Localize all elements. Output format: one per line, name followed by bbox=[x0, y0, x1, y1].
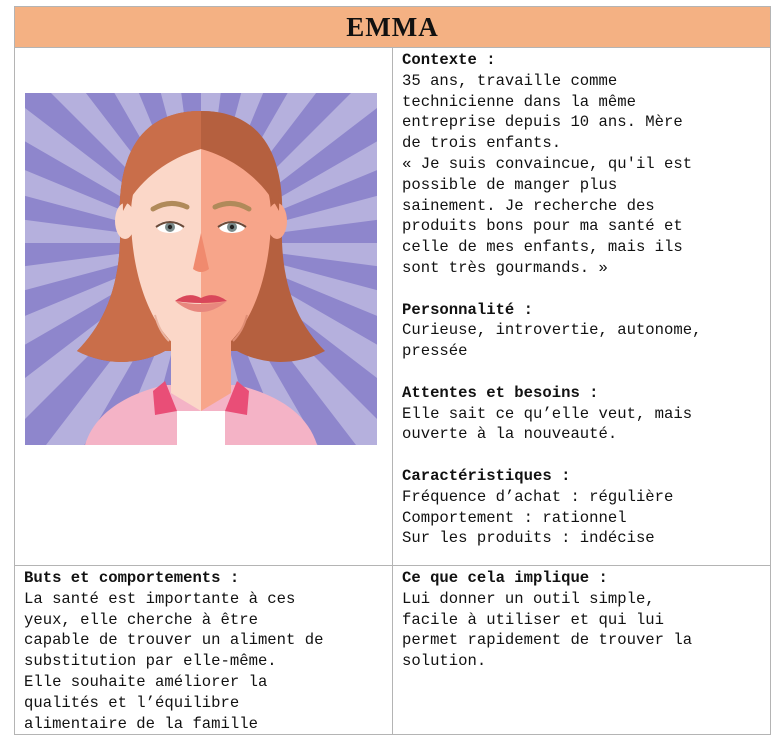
personality-line: Curieuse, introvertie, autonome, bbox=[402, 321, 702, 340]
context-line: « Je suis convaincue, qu'il est bbox=[402, 154, 693, 173]
characteristics-line: Comportement : rationnel bbox=[402, 508, 627, 527]
context-line: technicienne dans la même bbox=[402, 92, 636, 111]
context-line: produits bons pour ma santé et bbox=[402, 217, 683, 236]
context-label: Contexte : bbox=[402, 51, 496, 69]
implications-cell bbox=[393, 566, 771, 735]
persona-table bbox=[14, 6, 771, 735]
goals-cell bbox=[15, 566, 393, 735]
context-line: entreprise depuis 10 ans. Mère bbox=[402, 113, 683, 132]
goals-line: qualités et l’équilibre bbox=[24, 693, 240, 712]
implications-line: permet rapidement de trouver la bbox=[402, 631, 693, 650]
characteristics-line: Fréquence d’achat : régulière bbox=[402, 487, 674, 506]
goals-line: alimentaire de la famille bbox=[24, 714, 258, 733]
implications-line: solution. bbox=[402, 652, 487, 671]
context-line: de trois enfants. bbox=[402, 134, 562, 153]
profile-details-cell bbox=[393, 48, 771, 566]
undershirt bbox=[177, 411, 225, 445]
implications-line: facile à utiliser et qui lui bbox=[402, 610, 665, 629]
goals-line: Elle souhaite améliorer la bbox=[24, 672, 268, 691]
portrait-cell bbox=[15, 48, 393, 566]
context-line: celle de mes enfants, mais ils bbox=[402, 238, 683, 257]
expectations-section bbox=[402, 383, 762, 445]
expectations-label: Attentes et besoins : bbox=[402, 383, 599, 402]
characteristics-line: Sur les produits : indécise bbox=[402, 529, 655, 548]
characteristics-section bbox=[402, 466, 762, 549]
implications-line: Lui donner un outil simple, bbox=[402, 589, 655, 608]
persona-name: EMMA bbox=[346, 12, 439, 42]
goals-line: substitution par elle-même. bbox=[24, 652, 277, 671]
personality-line: pressée bbox=[402, 342, 468, 361]
context-line: possible de manger plus bbox=[402, 175, 618, 194]
characteristics-label: Caractéristiques : bbox=[402, 466, 571, 485]
goals-label: Buts et comportements : bbox=[24, 569, 240, 587]
context-line: sont très gourmands. » bbox=[402, 258, 608, 277]
title-cell bbox=[15, 7, 771, 48]
expectations-line: Elle sait ce qu’elle veut, mais bbox=[402, 404, 693, 423]
persona-sheet bbox=[14, 6, 770, 735]
context-line: sainement. Je recherche des bbox=[402, 196, 655, 215]
goals-line: capable de trouver un aliment de bbox=[24, 631, 324, 650]
woman-avatar-icon bbox=[25, 93, 377, 445]
implications-label: Ce que cela implique : bbox=[402, 569, 608, 587]
context-line: 35 ans, travaille comme bbox=[402, 71, 618, 90]
personality-section bbox=[402, 300, 762, 362]
expectations-line: ouverte à la nouveauté. bbox=[402, 425, 618, 444]
context-section bbox=[402, 50, 762, 279]
goals-line: yeux, elle cherche à être bbox=[24, 610, 258, 629]
personality-label: Personnalité : bbox=[402, 300, 534, 319]
goals-line: La santé est importante à ces bbox=[24, 589, 296, 608]
